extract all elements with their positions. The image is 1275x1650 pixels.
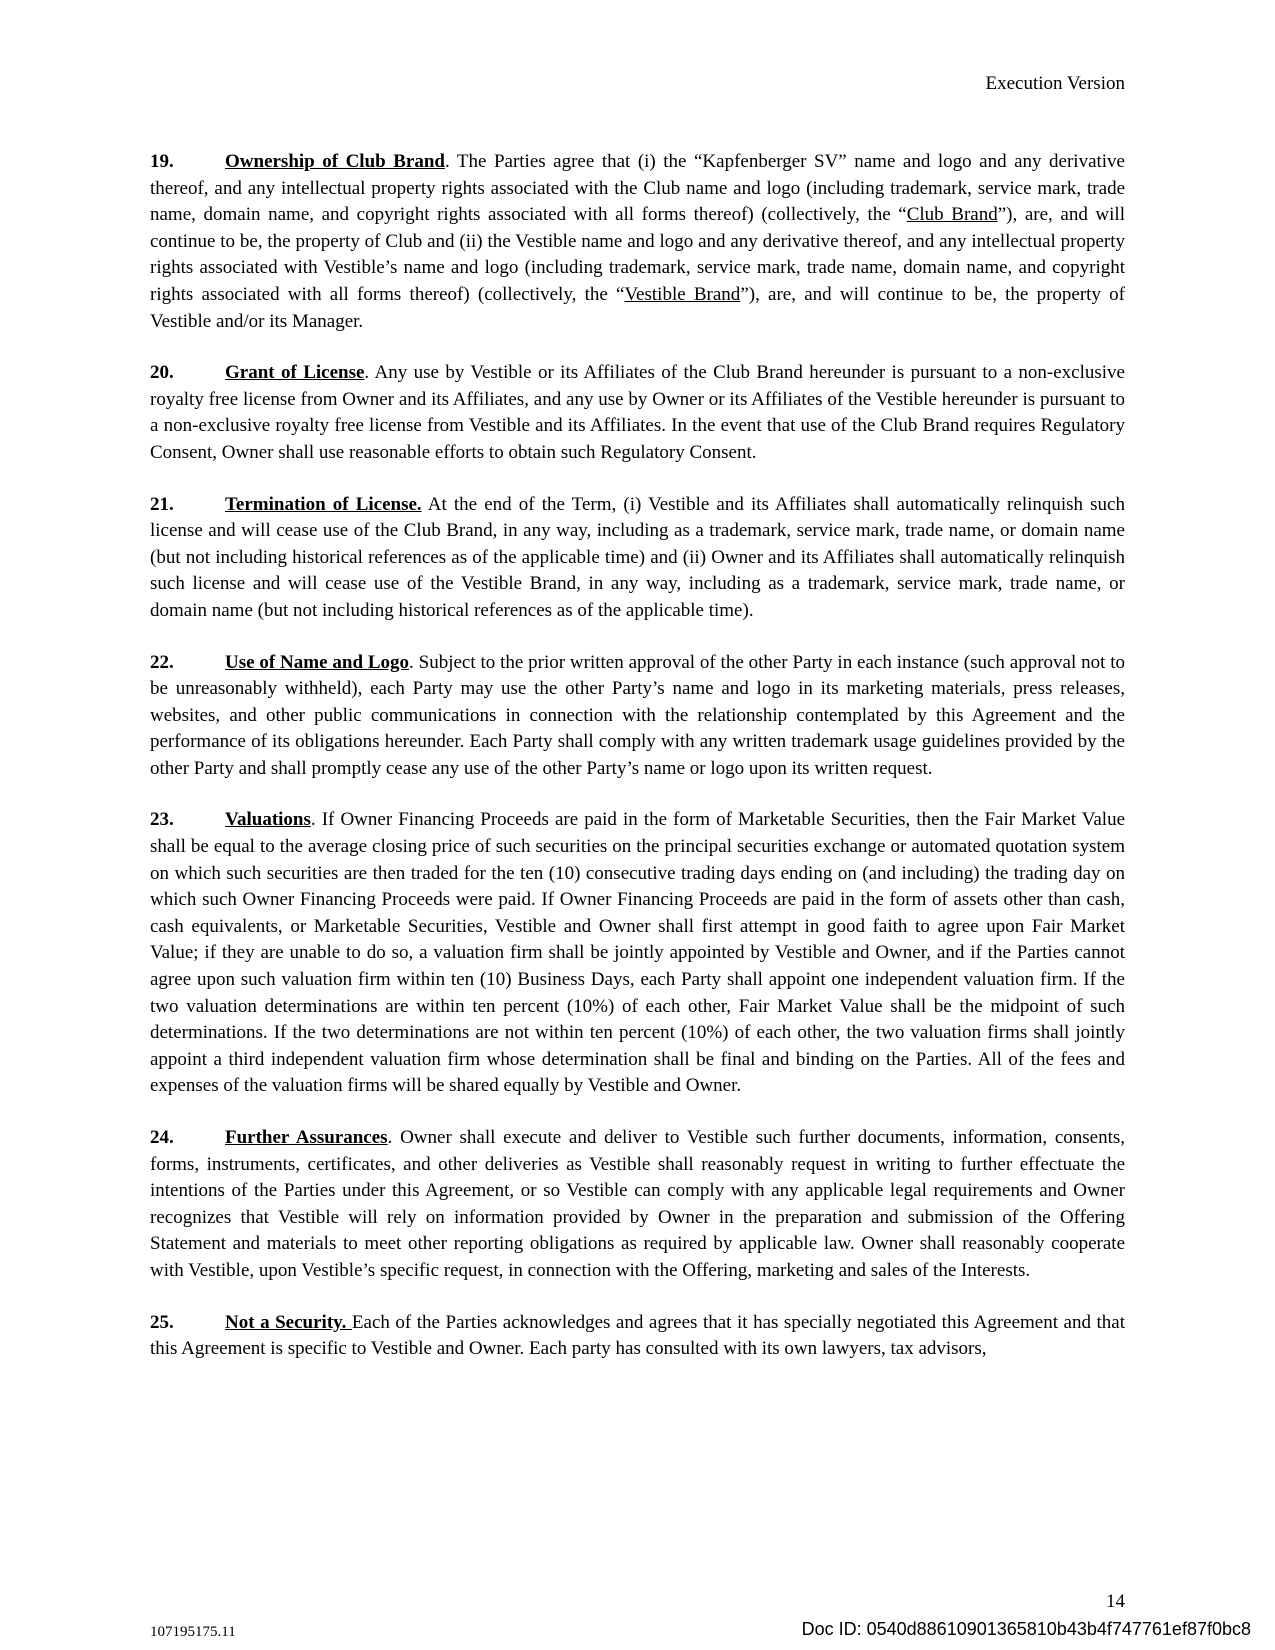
section-text: Each of the Parties acknowledges and agrees that it has specially negotiated this Agreement and that this Agreement is specific to Vestible and Owner. Each party has consulted with its own lawyers, tax advisors, bbox=[150, 1311, 1126, 1360]
section-title: Grant of License bbox=[225, 362, 365, 384]
page-number: 14 bbox=[1106, 1591, 1125, 1612]
section-text: . The Parties agree that (i) the “Kapfenberger SV” name and logo and any derivative thereof, and any intellectual property rights associated with the Club name and logo (including trademark, service mark, trade name, domain name, and copyright rights associated with all forms thereof) (collectively, the “ bbox=[150, 151, 1125, 226]
section-title: Valuations bbox=[225, 809, 311, 831]
section-23 bbox=[150, 807, 1125, 1100]
defined-term-vestible-brand: Vestible Brand bbox=[624, 283, 741, 305]
section-21 bbox=[150, 492, 1125, 625]
section-text: . Owner shall execute and deliver to Vestible such further documents, information, consents, forms, instruments, certificates, and other deliveries as Vestible shall reasonably request in writing to further effectuate the intentions of the Parties under this Agreement, or so Vestible can comply with any applicable legal requirements and Owner recognizes that Vestible will rely on information provided by Owner in the preparation and submission of the Offering Statement and materials to meet other reporting obligations as required by applicable law. Owner shall reasonably cooperate with Vestible, upon Vestible’s specific request, in connection with the Offering, marketing and sales of the Interests. bbox=[150, 1127, 1126, 1281]
document-body bbox=[150, 149, 1125, 1388]
section-22 bbox=[150, 650, 1125, 783]
section-25 bbox=[150, 1310, 1125, 1363]
section-number: 25. bbox=[150, 1311, 174, 1333]
section-number: 20. bbox=[150, 362, 174, 384]
section-number: 21. bbox=[150, 493, 174, 515]
section-text: ”), are, and will continue to be, the property of Club and (ii) the Vestible name and logo and any derivative thereof, and any intellectual property rights associated with Vestible’s name and logo (including trademark, service mark, trade name, domain name, and copyright rights associated with all forms thereof) (collectively, the “ bbox=[150, 204, 1125, 305]
section-number: 23. bbox=[150, 809, 174, 831]
section-number: 19. bbox=[150, 151, 174, 172]
section-title: Not a Security. bbox=[225, 1311, 352, 1333]
header-version-label: Execution Version bbox=[985, 73, 1125, 94]
section-number: 22. bbox=[150, 651, 174, 673]
section-title: Further Assurances bbox=[225, 1127, 388, 1148]
section-19 bbox=[150, 149, 1125, 335]
section-title: Ownership of Club Brand bbox=[225, 151, 445, 172]
document-number: 107195175.11 bbox=[150, 1624, 236, 1640]
section-text: . If Owner Financing Proceeds are paid in the form of Marketable Securities, then the Fair Market Value shall be equal to the average closing price of such securities on the principal securities exchange or automated quotation system on which such securities are then traded for the ten (10) consecutive trading days ending on (and including) the trading day on which such Owner Financing Proceeds were paid. If Owner Financing Proceeds are paid in the form of assets other than cash, cash equivalents, or Marketable Securities, Vestible and Owner shall first attempt in good faith to agree upon Fair Market Value; if they are unable to do so, a valuation firm shall be jointly appointed by Vestible and Owner, and if the Parties cannot agree upon such valuation firm within ten (10) Business Days, each Party shall appoint one independent valuation firm. If the two valuation determinations are within ten percent (10%) of each other, Fair Market Value shall be the midpoint of such determinations. If the two determinations are not within ten percent (10%) of each other, the two valuation firms shall jointly appoint a third independent valuation firm whose determination shall be final and binding on the Parties. All of the fees and expenses of the valuation firms will be shared equally by Vestible and Owner. bbox=[150, 809, 1125, 1097]
section-text: . Subject to the prior written approval of the other Party in each instance (such approval not to be unreasonably withheld), each Party may use the other Party’s name and logo in its marketing materials, press releases, websites, and other public communications in connection with the relationship contemplated by this Agreement and the performance of its obligations hereunder. Each Party shall comply with any written trademark usage guidelines provided by the other Party and shall promptly cease any use of the other Party’s name or logo upon its written request. bbox=[150, 651, 1125, 779]
section-text: . Any use by Vestible or its Affiliates of the Club Brand hereunder is pursuant to a non-exclusive royalty free license from Owner and its Affiliates, and any use by Owner or its Affiliates of the Vestible hereunder is pursuant to a non-exclusive royalty free license from Vestible and its Affiliates. In the event that use of the Club Brand requires Regulatory Consent, Owner shall use reasonable efforts to obtain such Regulatory Consent. bbox=[150, 362, 1125, 463]
defined-term-club-brand: Club Brand bbox=[906, 204, 998, 226]
section-text: ”), are, and will continue to be, the property of Vestible and/or its Manager. bbox=[150, 283, 1125, 332]
section-title: Termination of License. bbox=[225, 493, 422, 515]
section-20 bbox=[150, 360, 1125, 466]
section-text: At the end of the Term, (i) Vestible and its Affiliates shall automatically relinquish such license and will cease use of the Club Brand, in any way, including as a trademark, service mark, trade name, or domain name (but not including historical references as of the applicable time) and (ii) Owner and its Affiliates shall automatically relinquish such license and will cease use of the Vestible Brand, in any way, including as a trademark, service mark, trade name, or domain name (but not including historical references as of the applicable time). bbox=[150, 493, 1125, 621]
section-number: 24. bbox=[150, 1127, 174, 1148]
doc-id-stamp: Doc ID: 0540d88610901365810b43b4f747761ef87f0bc8 bbox=[801, 1619, 1251, 1639]
section-24 bbox=[150, 1125, 1125, 1285]
section-title: Use of Name and Logo bbox=[225, 651, 410, 673]
